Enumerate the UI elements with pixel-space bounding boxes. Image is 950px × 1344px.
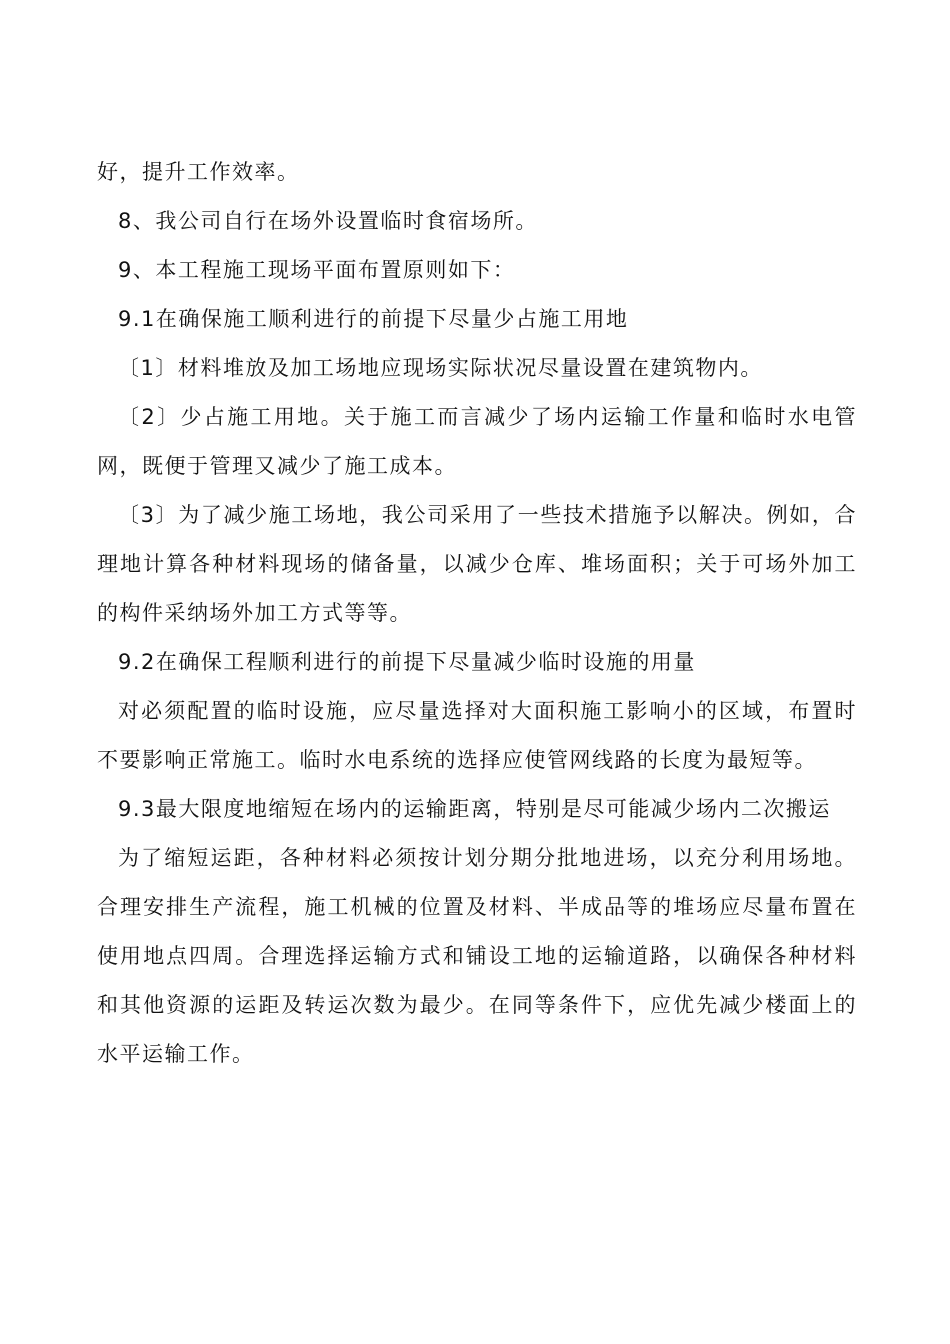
paragraph-sub-3: 〔3〕为了减少施工场地，我公司采用了一些技术措施予以解决。例如，合理地计算各种材料现场的储备量，以减少仓库、堆场面积；关于可场外加工的构件采纳场外加工方式等等。 bbox=[97, 503, 857, 625]
paragraph-9-2-body: 对必须配置的临时设施，应尽量选择对大面积施工影响小的区域，布置时不要影响正常施工。临时水电系统的选择应使管网线路的长度为最短等。 bbox=[97, 699, 857, 772]
paragraph-sub-1: 〔1〕材料堆放及加工场地应现场实际状况尽量设置在建筑物内。 bbox=[118, 356, 763, 380]
paragraph-sub-2: 〔2〕少占施工用地。关于施工而言减少了场内运输工作量和临时水电管网，既便于管理又减少了施工成本。 bbox=[97, 405, 857, 478]
paragraph-item-8: 8、我公司自行在场外设置临时食宿场所。 bbox=[118, 209, 538, 233]
heading-9-3: 9.3最大限度地缩短在场内的运输距离，特别是尽可能减少场内二次搬运 bbox=[118, 797, 831, 821]
paragraph-item-9: 9、本工程施工现场平面布置原则如下： bbox=[118, 258, 516, 282]
document-body bbox=[97, 148, 857, 1079]
paragraph-continuation: 好，提升工作效率。 bbox=[97, 160, 300, 184]
heading-9-1: 9.1在确保施工顺利进行的前提下尽量少占施工用地 bbox=[118, 307, 629, 331]
heading-9-2: 9.2在确保工程顺利进行的前提下尽量减少临时设施的用量 bbox=[118, 650, 696, 674]
paragraph-9-3-body: 为了缩短运距，各种材料必须按计划分期分批地进场，以充分利用场地。合理安排生产流程，施工机械的位置及材料、半成品等的堆场应尽量布置在使用地点四周。合理选择运输方式和铺设工地的运输道路，以确保各种材料和其他资源的运距及转运次数为最少。在同等条件下，应优先减少楼面上的水平运输工作。 bbox=[97, 846, 857, 1066]
